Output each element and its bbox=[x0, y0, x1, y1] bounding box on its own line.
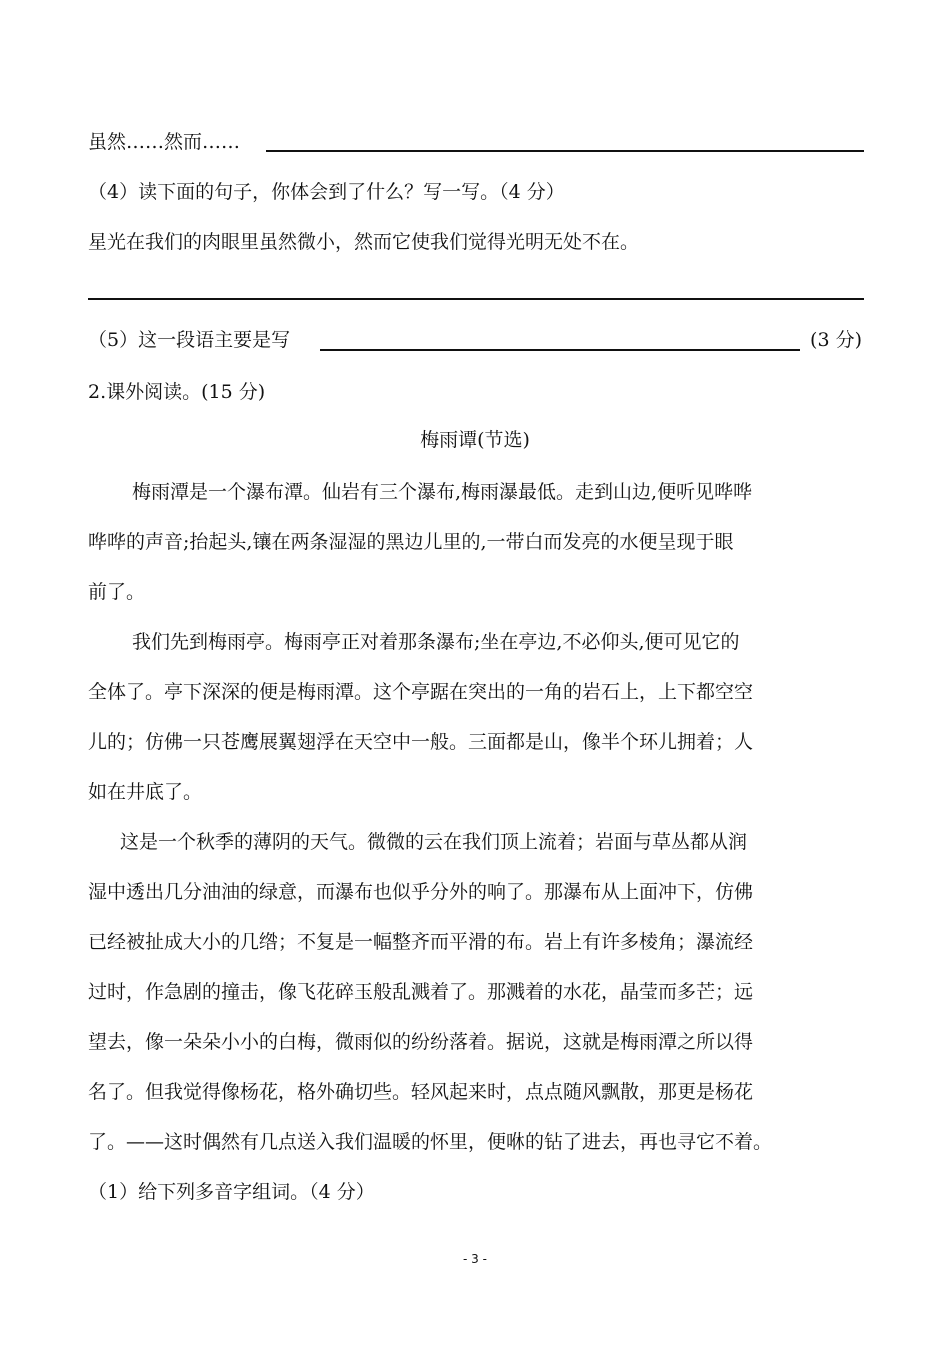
q4-answer-line[interactable] bbox=[88, 298, 864, 300]
passage-line: 我们先到梅雨亭。梅雨亭正对着那条瀑布;坐在亭边,不必仰头,便可见它的 bbox=[132, 631, 740, 653]
passage-line: 已经被扯成大小的几绺；不复是一幅整齐而平滑的布。岩上有许多棱角；瀑流经 bbox=[88, 931, 754, 953]
q5-score: (3 分) bbox=[810, 329, 862, 351]
passage-line: 湿中透出几分油油的绿意，而瀑布也似乎分外的响了。那瀑布从上面冲下，仿佛 bbox=[88, 881, 754, 903]
page-number: - 3 - bbox=[463, 1252, 487, 1266]
passage-line: 儿的；仿佛一只苍鹰展翼翅浮在天空中一般。三面都是山，像半个环儿拥着；人 bbox=[88, 731, 754, 753]
q3-answer-line[interactable] bbox=[266, 150, 864, 152]
q1-prompt: （1）给下列多音字组词。（4 分） bbox=[88, 1181, 375, 1203]
passage-title: 梅雨谭(节选) bbox=[420, 429, 530, 451]
passage-line: 望去，像一朵朵小小的白梅，微雨似的纷纷落着。据说，这就是梅雨潭之所以得 bbox=[88, 1031, 754, 1053]
passage-line: 哗哗的声音;抬起头,镶在两条湿湿的黑边儿里的,一带白而发亮的水便呈现于眼 bbox=[88, 531, 734, 553]
q3-prompt: 虽然……然而…… bbox=[88, 131, 241, 153]
passage-line: 全体了。亭下深深的便是梅雨潭。这个亭踞在突出的一角的岩石上，上下都空空 bbox=[88, 681, 754, 703]
q4-sentence: 星光在我们的肉眼里虽然微小，然而它使我们觉得光明无处不在。 bbox=[88, 231, 640, 253]
q5-answer-line[interactable] bbox=[320, 349, 800, 351]
q5-prompt: （5）这一段语主要是写 bbox=[88, 329, 291, 351]
q4-prompt: （4）读下面的句子，你体会到了什么？写一写。（4 分） bbox=[88, 181, 565, 203]
section2-title: 2.课外阅读。(15 分) bbox=[88, 381, 266, 403]
passage-line: 如在井底了。 bbox=[88, 781, 203, 803]
passage-line: 了。——这时偶然有几点送入我们温暖的怀里，便咻的钻了进去，再也寻它不着。 bbox=[88, 1131, 773, 1153]
passage-line: 梅雨潭是一个瀑布潭。仙岩有三个瀑布,梅雨瀑最低。走到山边,便听见哗哗 bbox=[132, 481, 753, 503]
passage-line: 前了。 bbox=[88, 581, 146, 603]
passage-line: 这是一个秋季的薄阴的天气。微微的云在我们顶上流着；岩面与草丛都从润 bbox=[120, 831, 748, 853]
passage-line: 名了。但我觉得像杨花，格外确切些。轻风起来时，点点随风飘散，那更是杨花 bbox=[88, 1081, 754, 1103]
passage-line: 过时，作急剧的撞击，像飞花碎玉般乱溅着了。那溅着的水花，晶莹而多芒；远 bbox=[88, 981, 754, 1003]
